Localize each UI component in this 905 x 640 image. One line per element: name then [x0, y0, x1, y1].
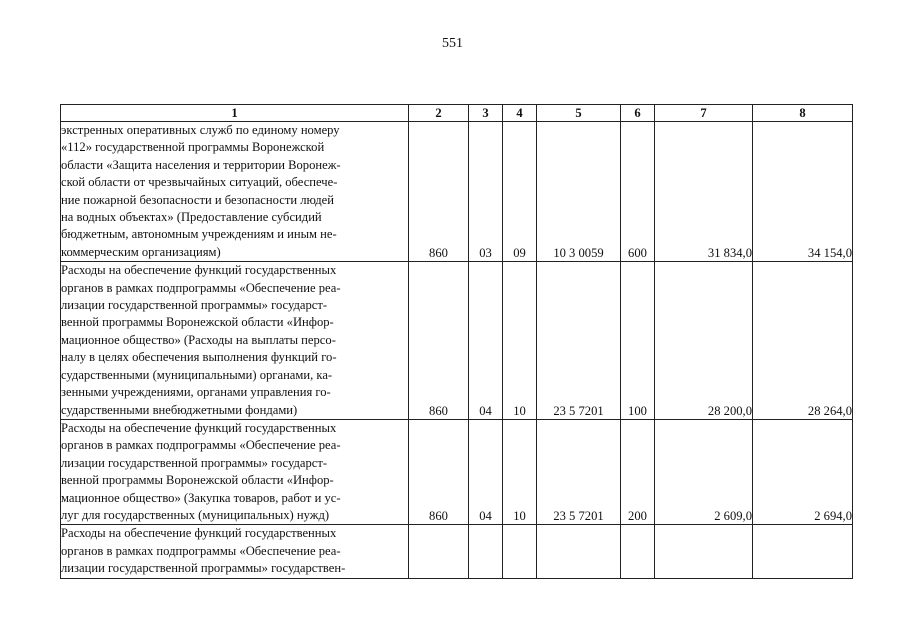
description-line: на водных объектах» (Предоставление субсидий	[61, 210, 322, 225]
description-line: органов в рамках подпрограммы «Обеспечение реа-	[61, 280, 341, 295]
cell-expense-type: 600	[621, 122, 655, 262]
cell-target: 10 3 0059	[537, 122, 621, 262]
cell-section: 03	[469, 122, 503, 262]
description-line: венной программы Воронежской области «Инфор-	[61, 315, 334, 330]
cell-section	[469, 525, 503, 578]
cell-amount-2: 28 264,0	[753, 262, 853, 420]
row-description	[61, 122, 409, 262]
cell-target	[537, 525, 621, 578]
cell-amount-1: 28 200,0	[655, 262, 753, 420]
row-description	[61, 525, 409, 578]
description-line: сударственными внебюджетными фондами)	[61, 402, 298, 417]
header-row	[61, 105, 853, 122]
cell-amount-2: 34 154,0	[753, 122, 853, 262]
description-line: луг для государственных (муниципальных) нужд)	[61, 507, 330, 522]
description-line: ской области от чрезвычайных ситуаций, обеспече-	[61, 175, 338, 190]
description-line: мационное общество» (Расходы на выплаты персо-	[61, 332, 336, 347]
table-row	[61, 419, 853, 524]
row-description	[61, 419, 409, 524]
description-line: лизации государственной программы» государст-	[61, 298, 328, 313]
description-line: сударственными (муниципальными) органами, ка-	[61, 367, 333, 382]
description-line: области «Защита населения и территории Воронеж-	[61, 157, 341, 172]
budget-table	[60, 104, 853, 579]
header-col-2: 2	[409, 105, 469, 122]
description-line: налу в целях обеспечения выполнения функций го-	[61, 350, 337, 365]
header-col-4: 4	[503, 105, 537, 122]
description-line: бюджетным, автономным учреждениям и иным не-	[61, 227, 337, 242]
header-col-6: 6	[621, 105, 655, 122]
cell-section: 04	[469, 419, 503, 524]
header-col-5: 5	[537, 105, 621, 122]
cell-amount-1: 2 609,0	[655, 419, 753, 524]
cell-amount-2	[753, 525, 853, 578]
description-line: органов в рамках подпрограммы «Обеспечение реа-	[61, 438, 341, 453]
cell-subsection: 10	[503, 419, 537, 524]
description-line: зенными учреждениями, органами управления го-	[61, 385, 331, 400]
description-line: Расходы на обеспечение функций государственных	[61, 526, 337, 541]
description-line: венной программы Воронежской области «Инфор-	[61, 473, 334, 488]
cell-expense-type: 200	[621, 419, 655, 524]
cell-amount-1	[655, 525, 753, 578]
cell-subsection	[503, 525, 537, 578]
table-row	[61, 525, 853, 578]
description-line: мационное общество» (Закупка товаров, работ и ус-	[61, 490, 341, 505]
cell-ministry	[409, 525, 469, 578]
table-row	[61, 262, 853, 420]
row-description	[61, 262, 409, 420]
cell-expense-type: 100	[621, 262, 655, 420]
header-col-3: 3	[469, 105, 503, 122]
cell-amount-1: 31 834,0	[655, 122, 753, 262]
cell-target: 23 5 7201	[537, 262, 621, 420]
description-line: «112» государственной программы Воронежской	[61, 140, 325, 155]
description-line: коммерческим организациям)	[61, 244, 221, 259]
cell-ministry: 860	[409, 419, 469, 524]
cell-ministry: 860	[409, 262, 469, 420]
cell-expense-type	[621, 525, 655, 578]
header-col-1: 1	[61, 105, 409, 122]
header-col-7: 7	[655, 105, 753, 122]
description-line: лизации государственной программы» государствен-	[61, 561, 346, 576]
cell-section: 04	[469, 262, 503, 420]
cell-subsection: 10	[503, 262, 537, 420]
cell-ministry: 860	[409, 122, 469, 262]
description-line: лизации государственной программы» государст-	[61, 455, 328, 470]
description-line: ние пожарной безопасности и безопасности людей	[61, 192, 334, 207]
cell-target: 23 5 7201	[537, 419, 621, 524]
description-line: экстренных оперативных служб по единому номеру	[61, 123, 340, 137]
cell-subsection: 09	[503, 122, 537, 262]
description-line: Расходы на обеспечение функций государственных	[61, 420, 337, 435]
description-line: органов в рамках подпрограммы «Обеспечение реа-	[61, 543, 341, 558]
header-col-8: 8	[753, 105, 853, 122]
cell-amount-2: 2 694,0	[753, 419, 853, 524]
table-row	[61, 122, 853, 262]
description-line: Расходы на обеспечение функций государственных	[61, 263, 337, 278]
page-number: 551	[442, 36, 463, 51]
